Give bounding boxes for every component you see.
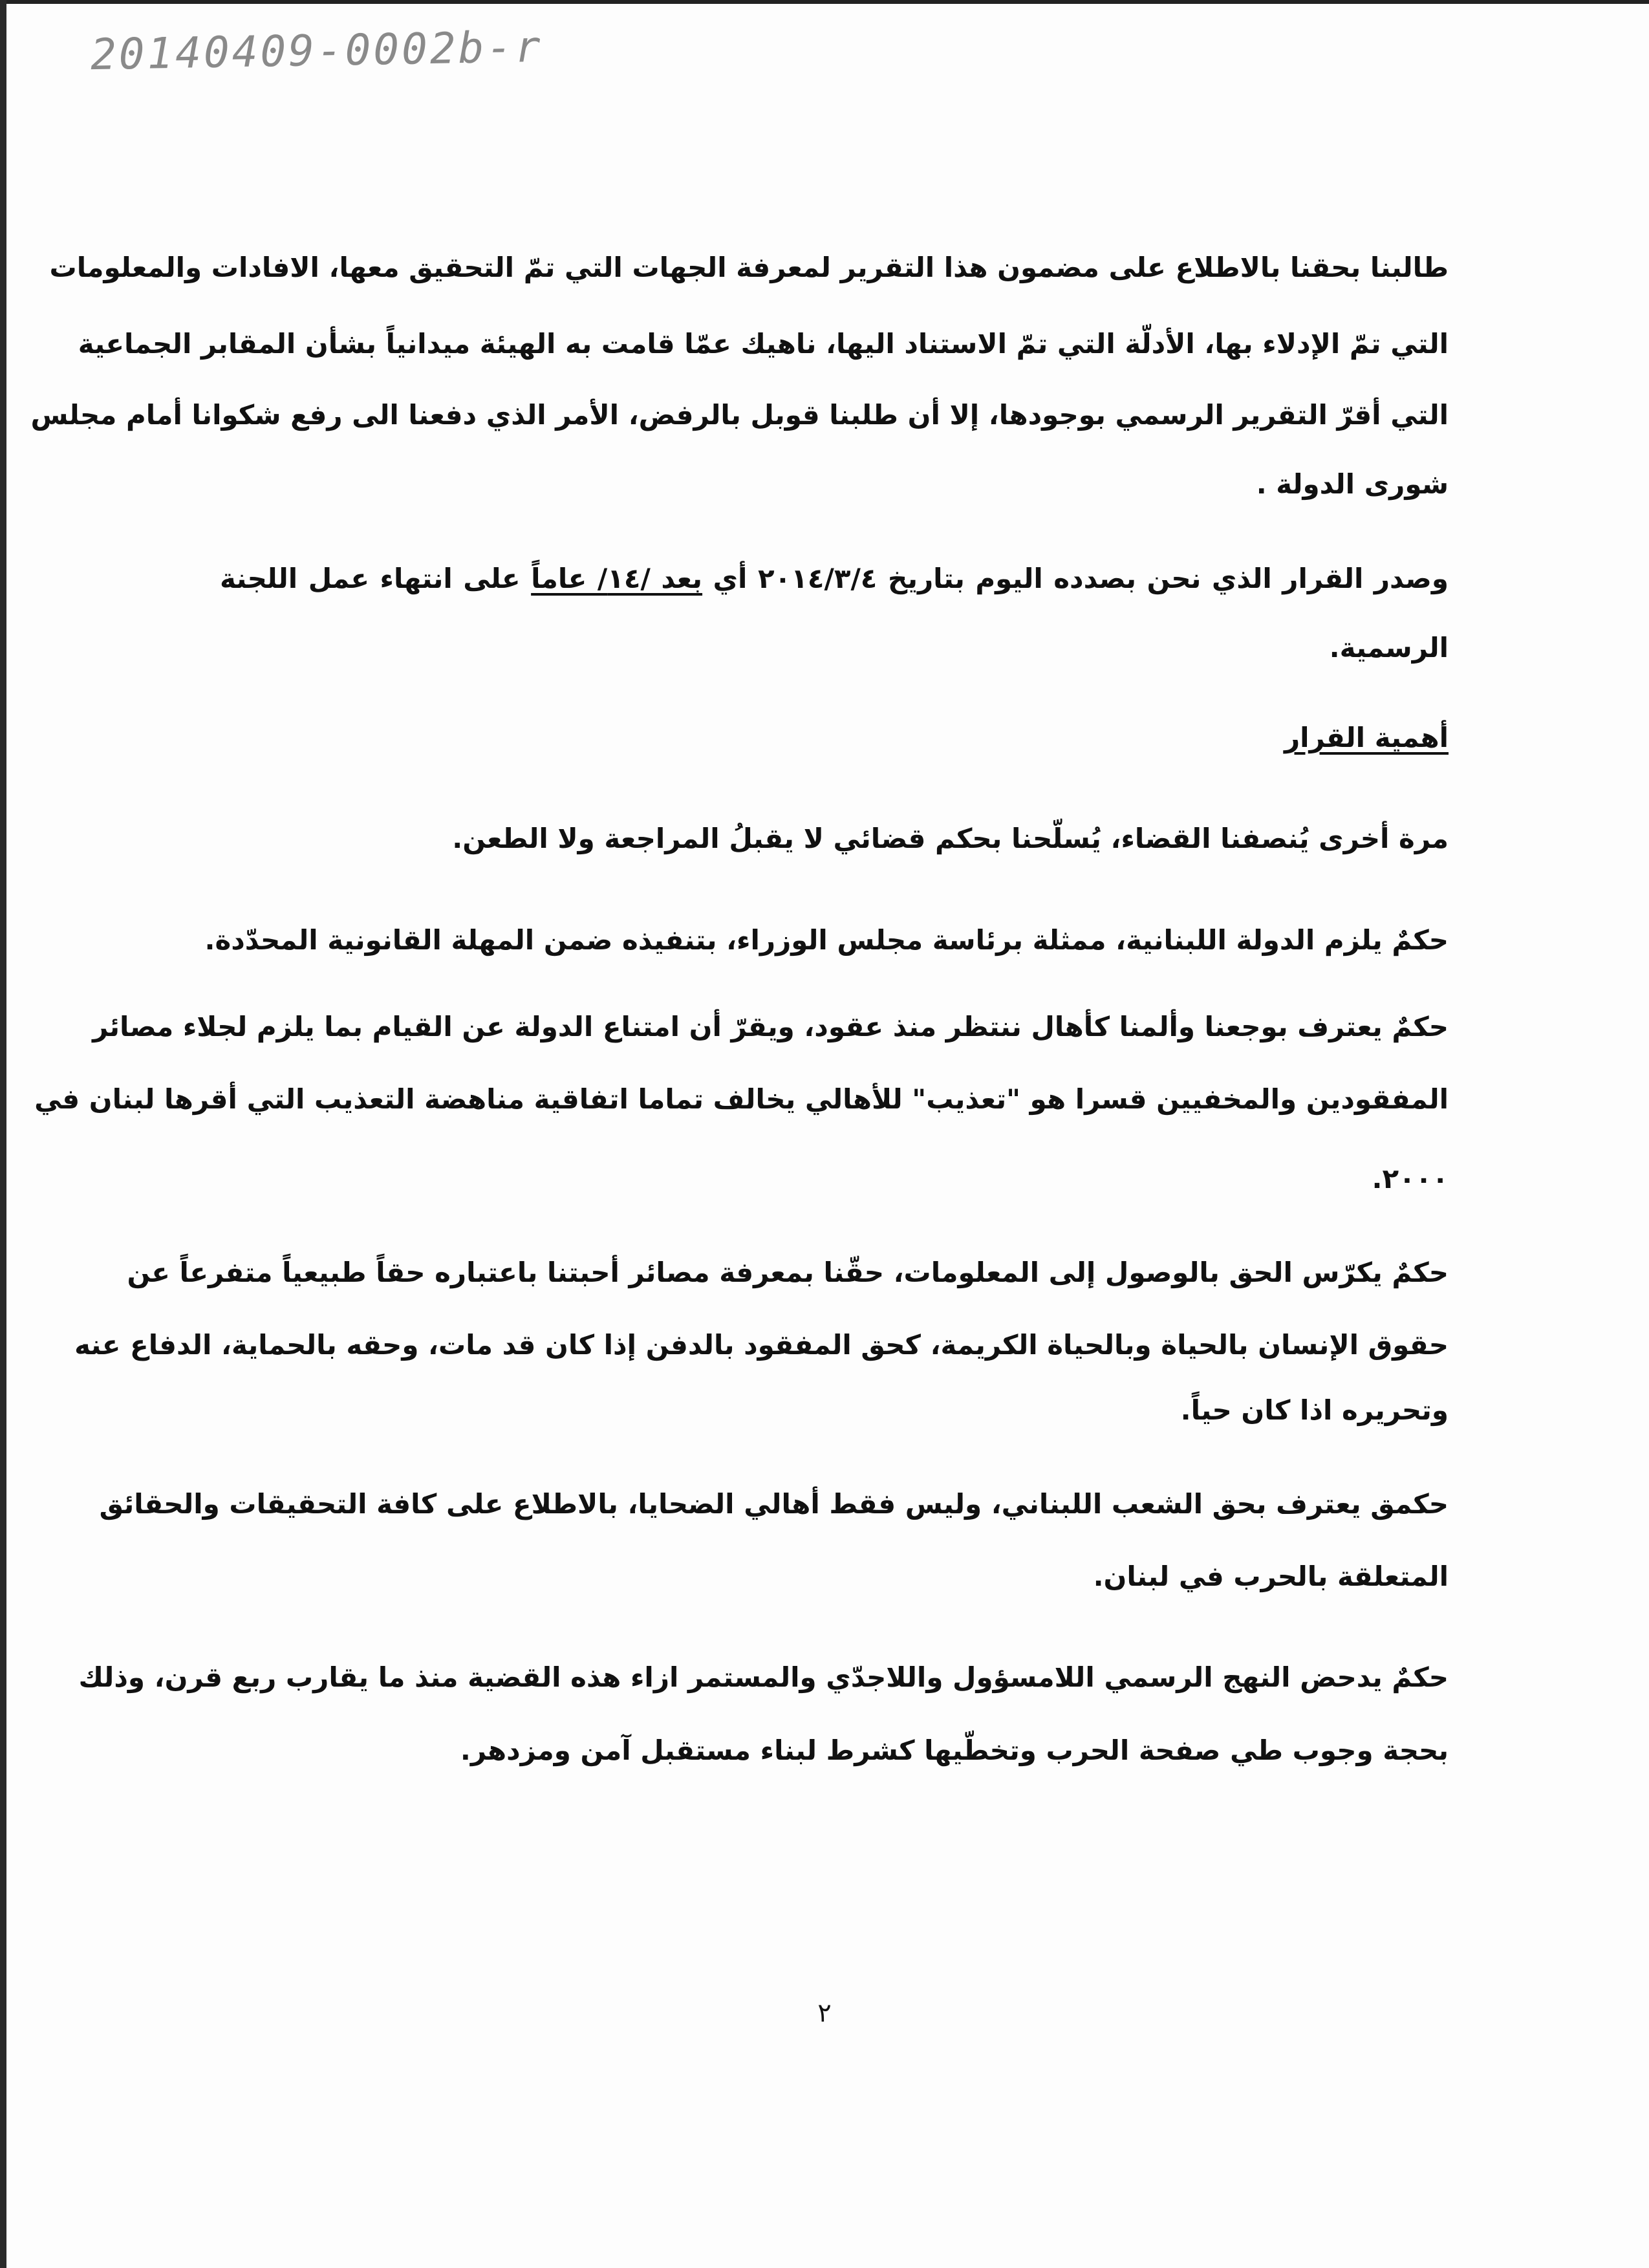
paragraph-line: حكمق يعترف بحق الشعب اللبناني، وليس فقط أهالي الضحايا، بالاطلاع على كافة التحقيقات والحقائق <box>99 1488 1449 1520</box>
paragraph-line: ٢٠٠٠. <box>1372 1163 1449 1194</box>
scan-border-top <box>0 0 1649 4</box>
line-text: وصدر القرار الذي نحن بصدده اليوم بتاريخ ٢٠١٤/٣/٤ أي <box>702 563 1449 594</box>
scan-border-left <box>0 0 6 2268</box>
paragraph-line: بحجة وجوب طي صفحة الحرب وتخطّيها كشرط لبناء مستقبل آمن ومزدهر. <box>460 1734 1449 1766</box>
paragraph-line: حكمٌ يكرّس الحق بالوصول إلى المعلومات، حقّنا بمعرفة مصائر أحبتنا باعتباره حقاً طبيعياً متفرعاً عن <box>127 1257 1449 1288</box>
paragraph-line: المتعلقة بالحرب في لبنان. <box>1093 1561 1449 1592</box>
paragraph-line: طالبنا بحقنا بالاطلاع على مضمون هذا التقرير لمعرفة الجهات التي تمّ التحقيق معها، الافادات والمعلومات <box>49 252 1449 283</box>
paragraph-line: التي تمّ الإدلاء بها، الأدلّة التي تمّ الاستناد اليها، ناهيك عمّا قامت به الهيئة ميدانياً بشأن المقابر الجماعية <box>78 328 1449 360</box>
paragraph-line: حقوق الإنسان بالحياة وبالحياة الكريمة، كحق المفقود بالدفن إذا كان قد مات، وحقه بالحماية، الدفاع عنه <box>74 1329 1449 1361</box>
paragraph-line: حكمٌ يدحض النهج الرسمي اللامسؤول واللاجدّي والمستمر ازاء هذه القضية منذ ما يقارب ربع قرن، وذلك <box>78 1661 1449 1693</box>
heading-text: أهمية القرار <box>1284 722 1449 753</box>
paragraph-line: شورى الدولة . <box>1256 468 1449 500</box>
line-text: على انتهاء عمل اللجنة <box>220 563 532 594</box>
paragraph-line: مرة أخرى يُنصفنا القضاء، يُسلّحنا بحكم قضائي لا يقبلُ المراجعة ولا الطعن. <box>452 823 1449 854</box>
paragraph-line: حكمٌ يلزم الدولة اللبنانية، ممثلة برئاسة مجلس الوزراء، بتنفيذه ضمن المهلة القانونية المحدّدة. <box>204 924 1449 956</box>
paragraph-line: الرسمية. <box>1329 632 1449 664</box>
paragraph-line: المفقودين والمخفيين قسرا هو "تعذيب" للأهالي يخالف تماما اتفاقية مناهضة التعذيب التي أقرها لبنان في <box>34 1083 1449 1115</box>
paragraph-line: التي أقرّ التقرير الرسمي بوجودها، إلا أن طلبنا قوبل بالرفض، الأمر الذي دفعنا الى رفع شكوانا أمام مجلس <box>30 399 1449 431</box>
paragraph-line: وتحريره اذا كان حياً. <box>1180 1394 1449 1426</box>
section-heading <box>220 718 1449 757</box>
handwritten-reference: 20140409-0002b-r <box>90 21 544 80</box>
paragraph-line <box>220 559 1449 598</box>
underlined-duration: بعد /١٤/ عاماً <box>531 563 703 594</box>
page-number: ٢ <box>817 1998 832 2028</box>
paragraph-line: حكمٌ يعترف بوجعنا وألمنا كأهال ننتظر منذ عقود، ويقرّ أن امتناع الدولة عن القيام بما يلزم لجلاء مصائر <box>92 1011 1449 1042</box>
